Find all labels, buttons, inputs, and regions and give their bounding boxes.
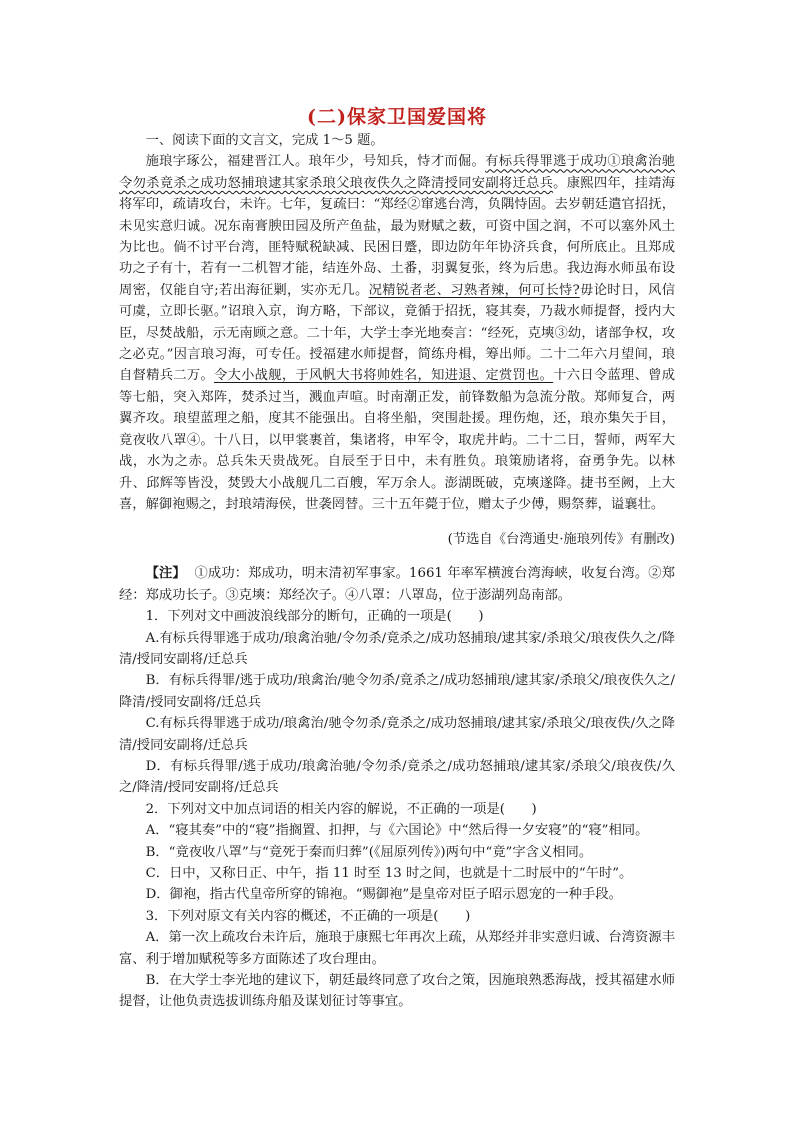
passage-text: 。康熙四年，挂靖海将军印，疏请攻台，未许。七年，复疏曰：“郑经②窜逃台湾，负隅恃固。去岁朝廷遣官招抚，未见实意归诚。况东南膏腴田园及所产鱼盐，最为财赋之薮，可资中国之润，不可以塞外风土为比也。倘不讨平台湾，匪特赋税缺减、民困日蹙，即边防年年协济兵食，何所底止。且郑成功之子有十，若有一二机智才能，结连外岛、土番，羽翼复张，终为后患。我边海水师虽布设周密，仅能自守;若出海征剿，实亦无几。 [119, 175, 676, 298]
underlined-sentence-1: 况精锐者老、习熟者辣，何可长恃? [368, 282, 580, 298]
wavy-underlined-text: 有标兵得罪逃于成功①琅禽治驰令勿杀竟杀之成功怒捕琅逮其家杀琅父琅夜佚久之降清授同安副将迁总兵 [119, 154, 676, 191]
question-option: C．日中，又称日正、中午，指 11 时至 13 时之间，也就是十二时辰中的“午时”。 [145, 866, 633, 881]
question-option: A.有标兵得罪逃于成功/琅禽治驰/令勿杀/竟杀之/成功怒捕琅/逮其家/杀琅父/琅夜佚久之/降清/授同安副将/迁总兵 [119, 630, 675, 667]
question-option: A．第一次上疏攻台未许后，施琅于康熙七年再次上疏，从郑经并非实意归诚、台湾资源丰富、利于增加赋税等多方面陈述了攻台理由。 [119, 930, 675, 967]
note-label: 【注】 [145, 566, 186, 582]
question-option: D．有标兵得罪/逃于成功/琅禽治驰/令勿杀/竟杀之/成功怒捕琅/逮其家/杀琅父/琅夜佚/久之/降清/授同安副将/迁总兵 [119, 758, 675, 796]
question-option: B．在大学士李光地的建议下，朝廷最终同意了攻台之策，因施琅熟悉海战，授其福建水师提督，让他负责选拔训练舟船及谋划征讨等事宜。 [119, 973, 675, 1010]
question-option: B．“竟夜收八罩”与“竟死于秦而归葬”(《屈原列传》)两句中“竟”字含义相同。 [145, 844, 593, 860]
question-option: B．有标兵得罪/逃于成功/琅禽治/驰令勿杀/竟杀之/成功怒捕琅/逮其家/杀琅父/琅夜佚久之/降清/授同安副将/迁总兵 [119, 673, 675, 710]
underlined-sentence-2: 令大小战舰，于风帆大书将帅姓名，知进退、定赏罚也。 [213, 368, 554, 384]
question-stem: 1．下列对文中画波浪线部分的断句，正确的一项是( ) [145, 609, 484, 625]
question-option: C.有标兵得罪逃于成功/琅禽治/驰令勿杀/竟杀之/成功怒捕琅/逮其家/杀琅父/琅夜佚/久之降清/授同安副将/迁总兵 [119, 716, 675, 753]
passage-text: 十六日令蓝理、曾成等七船，突入郑阵，焚杀过当，溅血声喧。时南潮正发，前锋数船为急流分散。郑师复合，两翼齐攻。琅望蓝理之船，度其不能强出。自将坐船，突围赴援。理伤炮，还，琅亦集矢于目，竟夜收八罩④。十八日，以甲裳裹首，集诸将，申军令，取虎井屿。二十二日，誓师，两军大战，水为之赤。总兵朱天贵战死。自辰至于日中，未有胜负。琅策励诸将，奋勇争先。以林升、邱辉等皆没，焚毁大小战舰几二百艘，军万余人。澎湖既破，克塽遂降。捷书至阙，上大喜，解御袍赐之，封琅靖海侯，世袭罔替。三十五年薨于位，赠太子少傅，赐祭葬，谥襄壮。 [119, 368, 676, 512]
question-option: A．“寝其奏”中的“寝”指搁置、扣押，与《六国论》中“然后得一夕安寝”的“寝”相同。 [145, 823, 649, 839]
document-body [119, 130, 675, 1013]
note-text: ①成功：郑成功，明末清初军事家。1661 年率军横渡台湾海峡，收复台湾。②郑经：郑成功长子。③克塽：郑经次子。④八罩：八罩岛，位于澎湖列岛南部。 [119, 566, 676, 603]
notes [119, 563, 675, 606]
source-citation: (节选自《台湾通史·施琅列传》有删改) [447, 531, 675, 547]
page-title: (二)保家卫国爱国将 [307, 106, 487, 128]
instruction: 一、阅读下面的文言文，完成 1～5 题。 [145, 133, 384, 148]
passage-paragraph [119, 151, 675, 515]
passage-text: 毋论时日，风信可虞，立即长驱。”诏琅入京，询方略，下部议，竟循于招抚，寝其奏，乃裁水师提督，授内大臣，尽焚战船，示无南顾之意。二十年，大学士李光地奏言：“经死，克塽③幼，诸部争权，攻之必克。”因言琅习海，可专任。授福建水师提督，简练舟楫，筹出师。二十二年六月望间，琅自督精兵二万。 [119, 282, 675, 384]
passage-text: 施琅字琢公，福建晋江人。琅年少，号知兵，恃才而倔。 [145, 154, 486, 170]
question-stem: 3．下列对原文有关内容的概述，不正确的一项是( ) [145, 908, 471, 924]
question-stem: 2．下列对文中加点词语的相关内容的解说，不正确的一项是( ) [145, 801, 537, 817]
question-option: D．御袍，指古代皇帝所穿的锦袍。“赐御袍”是皇帝对臣子昭示恩宠的一种手段。 [145, 887, 622, 903]
